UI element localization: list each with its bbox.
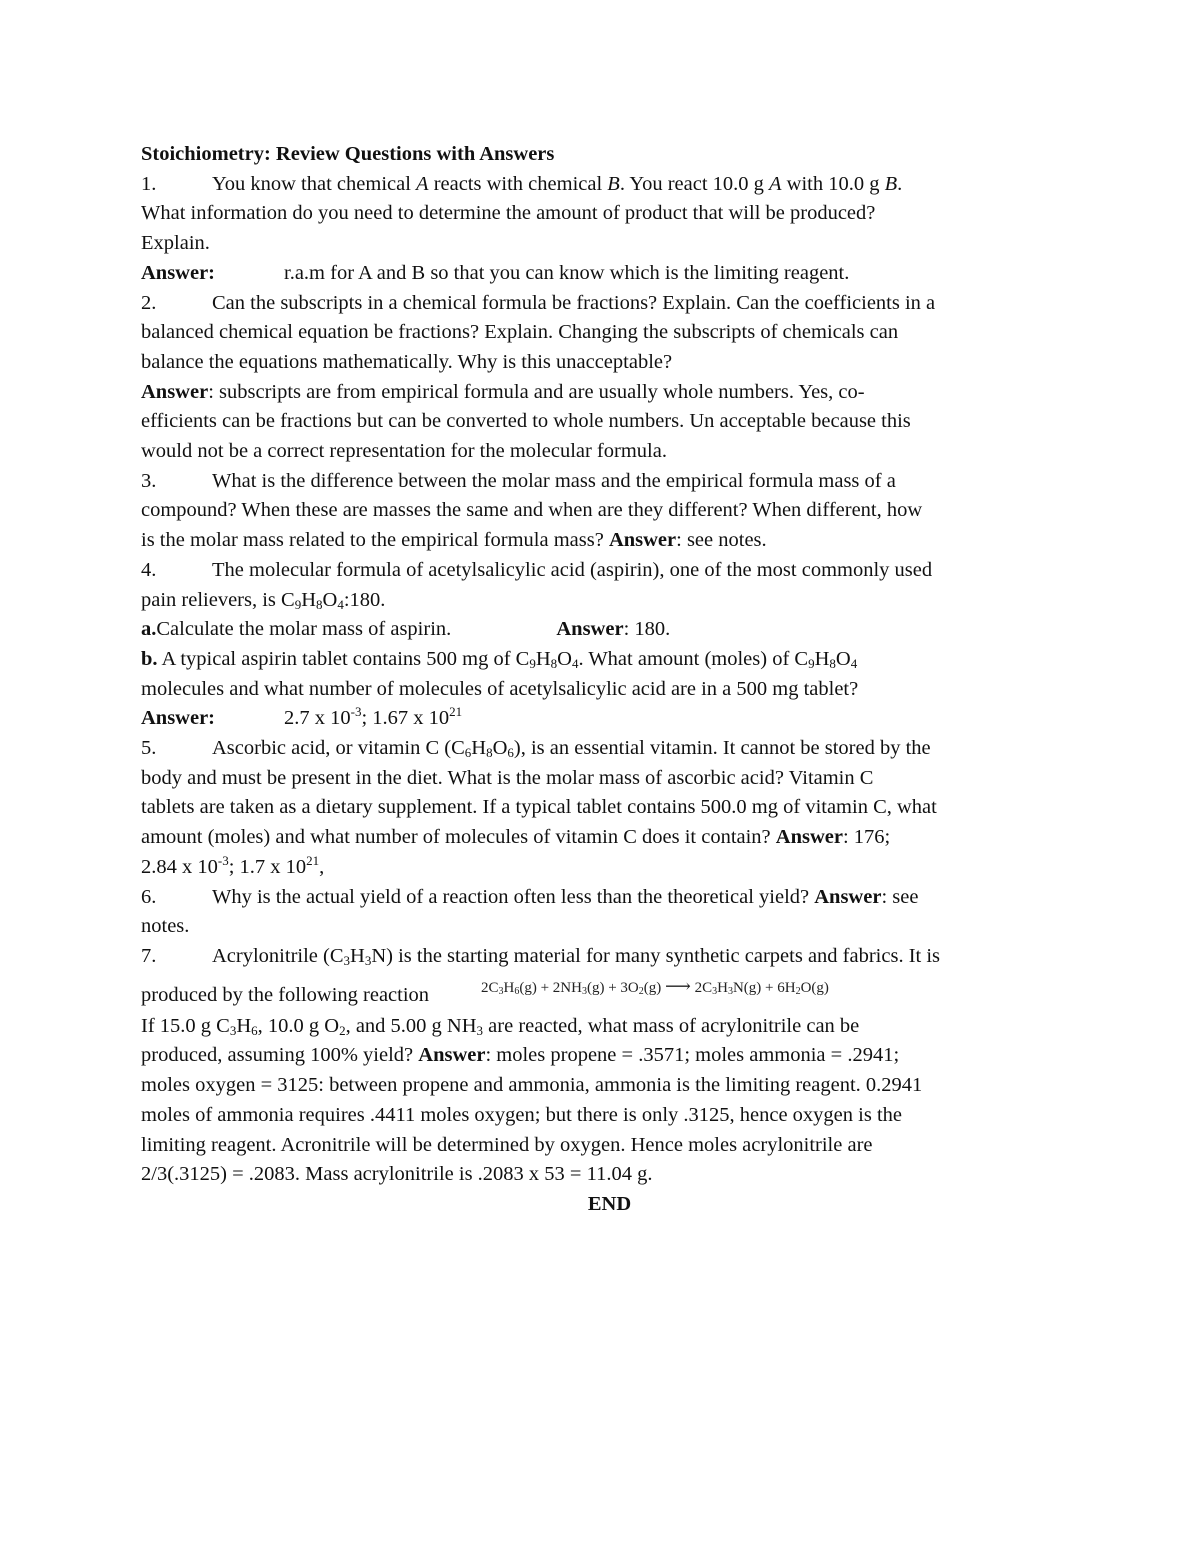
question-3-line-3: is the molar mass related to the empirical formula mass? Answer: see notes. (141, 529, 767, 552)
question-7-line-4: produced, assuming 100% yield? Answer: moles propene = .3571; moles ammonia = .2941; (141, 1044, 900, 1067)
question-3-line-1: 3. What is the difference between the molar mass and the empirical formula mass of a (141, 469, 896, 492)
answer-label: Answer (556, 618, 624, 641)
answer-2-line-2: efficients can be fractions but can be converted to whole numbers. Un acceptable because this (141, 410, 911, 433)
answer-7-line-4: 2/3(.3125) = .2083. Mass acrylonitrile is .2083 x 53 = 11.04 g. (141, 1163, 653, 1186)
reaction-equation: $2C_3H_6(g) + 2NH_3(g) + 3O_2(g)$ ⟶ $2C_3H_3N(g) + 6H_2O(g)$ (481, 975, 829, 997)
question-6-line-1: 6. Why is the actual yield of a reaction often less than the theoretical yield? Answer: see (141, 885, 919, 908)
question-6-line-2: notes. (141, 915, 190, 938)
answer-1: Answer: r.a.m for A and B so that you can know which is the limiting reagent. (141, 259, 1061, 289)
answer-label: Answer (814, 885, 882, 908)
question-4b-line-2: molecules and what number of molecules of acetylsalicylic acid are in a 500 mg tablet? (141, 677, 859, 700)
end-marker: END (587, 1192, 632, 1215)
question-5-line-2: body and must be present in the diet. What is the molar mass of ascorbic acid? Vitamin C (141, 766, 874, 789)
question-5-line-3: tablets are taken as a dietary supplement. If a typical tablet contains 500.0 mg of vitamin C, what (141, 796, 937, 819)
question-2-line-2: balanced chemical equation be fractions? Explain. Changing the subscripts of chemicals can (141, 321, 899, 344)
question-5-line-1: 5. Ascorbic acid, or vitamin C $(C_6H_8O_6)$, is an essential vitamin. It cannot be stored by the (141, 737, 931, 761)
question-3-line-2: compound? When these are masses the same and when are they different? When different, how (141, 499, 923, 522)
question-4-line-2: pain relievers, is $C_9H_8O_4:180$. (141, 588, 386, 612)
answer-7-line-2: moles of ammonia requires .4411 moles oxygen; but there is only .3125, hence oxygen is the (141, 1103, 903, 1126)
question-2-line-1: 2. Can the subscripts in a chemical formula be fractions? Explain. Can the coefficients in a (141, 291, 936, 314)
question-5-line-4: amount (moles) and what number of molecules of vitamin C does it contain? Answer: 176; (141, 826, 891, 849)
answer-4b: Answer: 2.7 x $10^{-3}$; 1.67 x $10^{21}$ (141, 704, 1061, 734)
document-title: Stoichiometry: Review Questions with Answers (141, 143, 555, 165)
answer-label: Answer: (141, 261, 216, 284)
question-2-line-3: balance the equations mathematically. Why is this unacceptable? (141, 350, 673, 373)
answer-5: 2.84 x $10^{-3}$; 1.7 x $10^{21}$, (141, 852, 325, 878)
answer-label: Answer (608, 529, 677, 552)
answer-label: Answer (418, 1044, 486, 1067)
question-4b-line-1: b. A typical aspirin tablet contains 500 mg of $C_9H_8O_4$. What amount (moles) of $C_9H_8O_4$ (141, 647, 858, 671)
question-7-line-1: 7. Acrylonitrile $(C_3H_3N)$ is the starting material for many synthetic carpets and fabrics. It is (141, 944, 941, 968)
question-1-line-2: What information do you need to determine the amount of product that will be produced? (141, 202, 876, 225)
answer-2-line-1: Answer: subscripts are from empirical formula and are usually whole numbers. Yes, co- (141, 380, 865, 403)
question-1-line-1: 1. You know that chemical A reacts with chemical B. You react 10.0 g A with 10.0 g B. (141, 172, 903, 195)
question-1-line-3: Explain. (141, 232, 210, 255)
question-7-line-3: If 15.0 g $C_3H_6$, 10.0 g $O_2$, and 5.00 g $NH_3$ are reacted, what mass of acrylonitrile can be (141, 1014, 860, 1038)
question-4a: a.Calculate the molar mass of aspirin. Answer: 180. (141, 618, 671, 641)
reaction-arrow-icon: ⟶ (665, 975, 691, 996)
answer-label: Answer: (141, 707, 216, 730)
question-4-line-1: 4. The molecular formula of acetylsalicylic acid (aspirin), one of the most commonly used (141, 558, 933, 581)
answer-label: Answer (141, 380, 209, 403)
answer-7-line-1: moles oxygen = 3125: between propene and ammonia, ammonia is the limiting reagent. 0.2941 (141, 1074, 923, 1097)
answer-7-line-3: limiting reagent. Acronitrile will be determined by oxygen. Hence moles acrylonitrile are (141, 1133, 873, 1156)
question-7-line-2: produced by the following reaction $2C_3H_6(g) + 2NH_3(g) + 3O_2(g)$ ⟶ $2C_3H_3N(g) + 6H_2O(g)$ (141, 972, 1061, 1012)
document-page (141, 140, 1061, 1220)
answer-2-line-3: would not be a correct representation for the molecular formula. (141, 440, 667, 463)
answer-label: Answer (775, 826, 843, 849)
